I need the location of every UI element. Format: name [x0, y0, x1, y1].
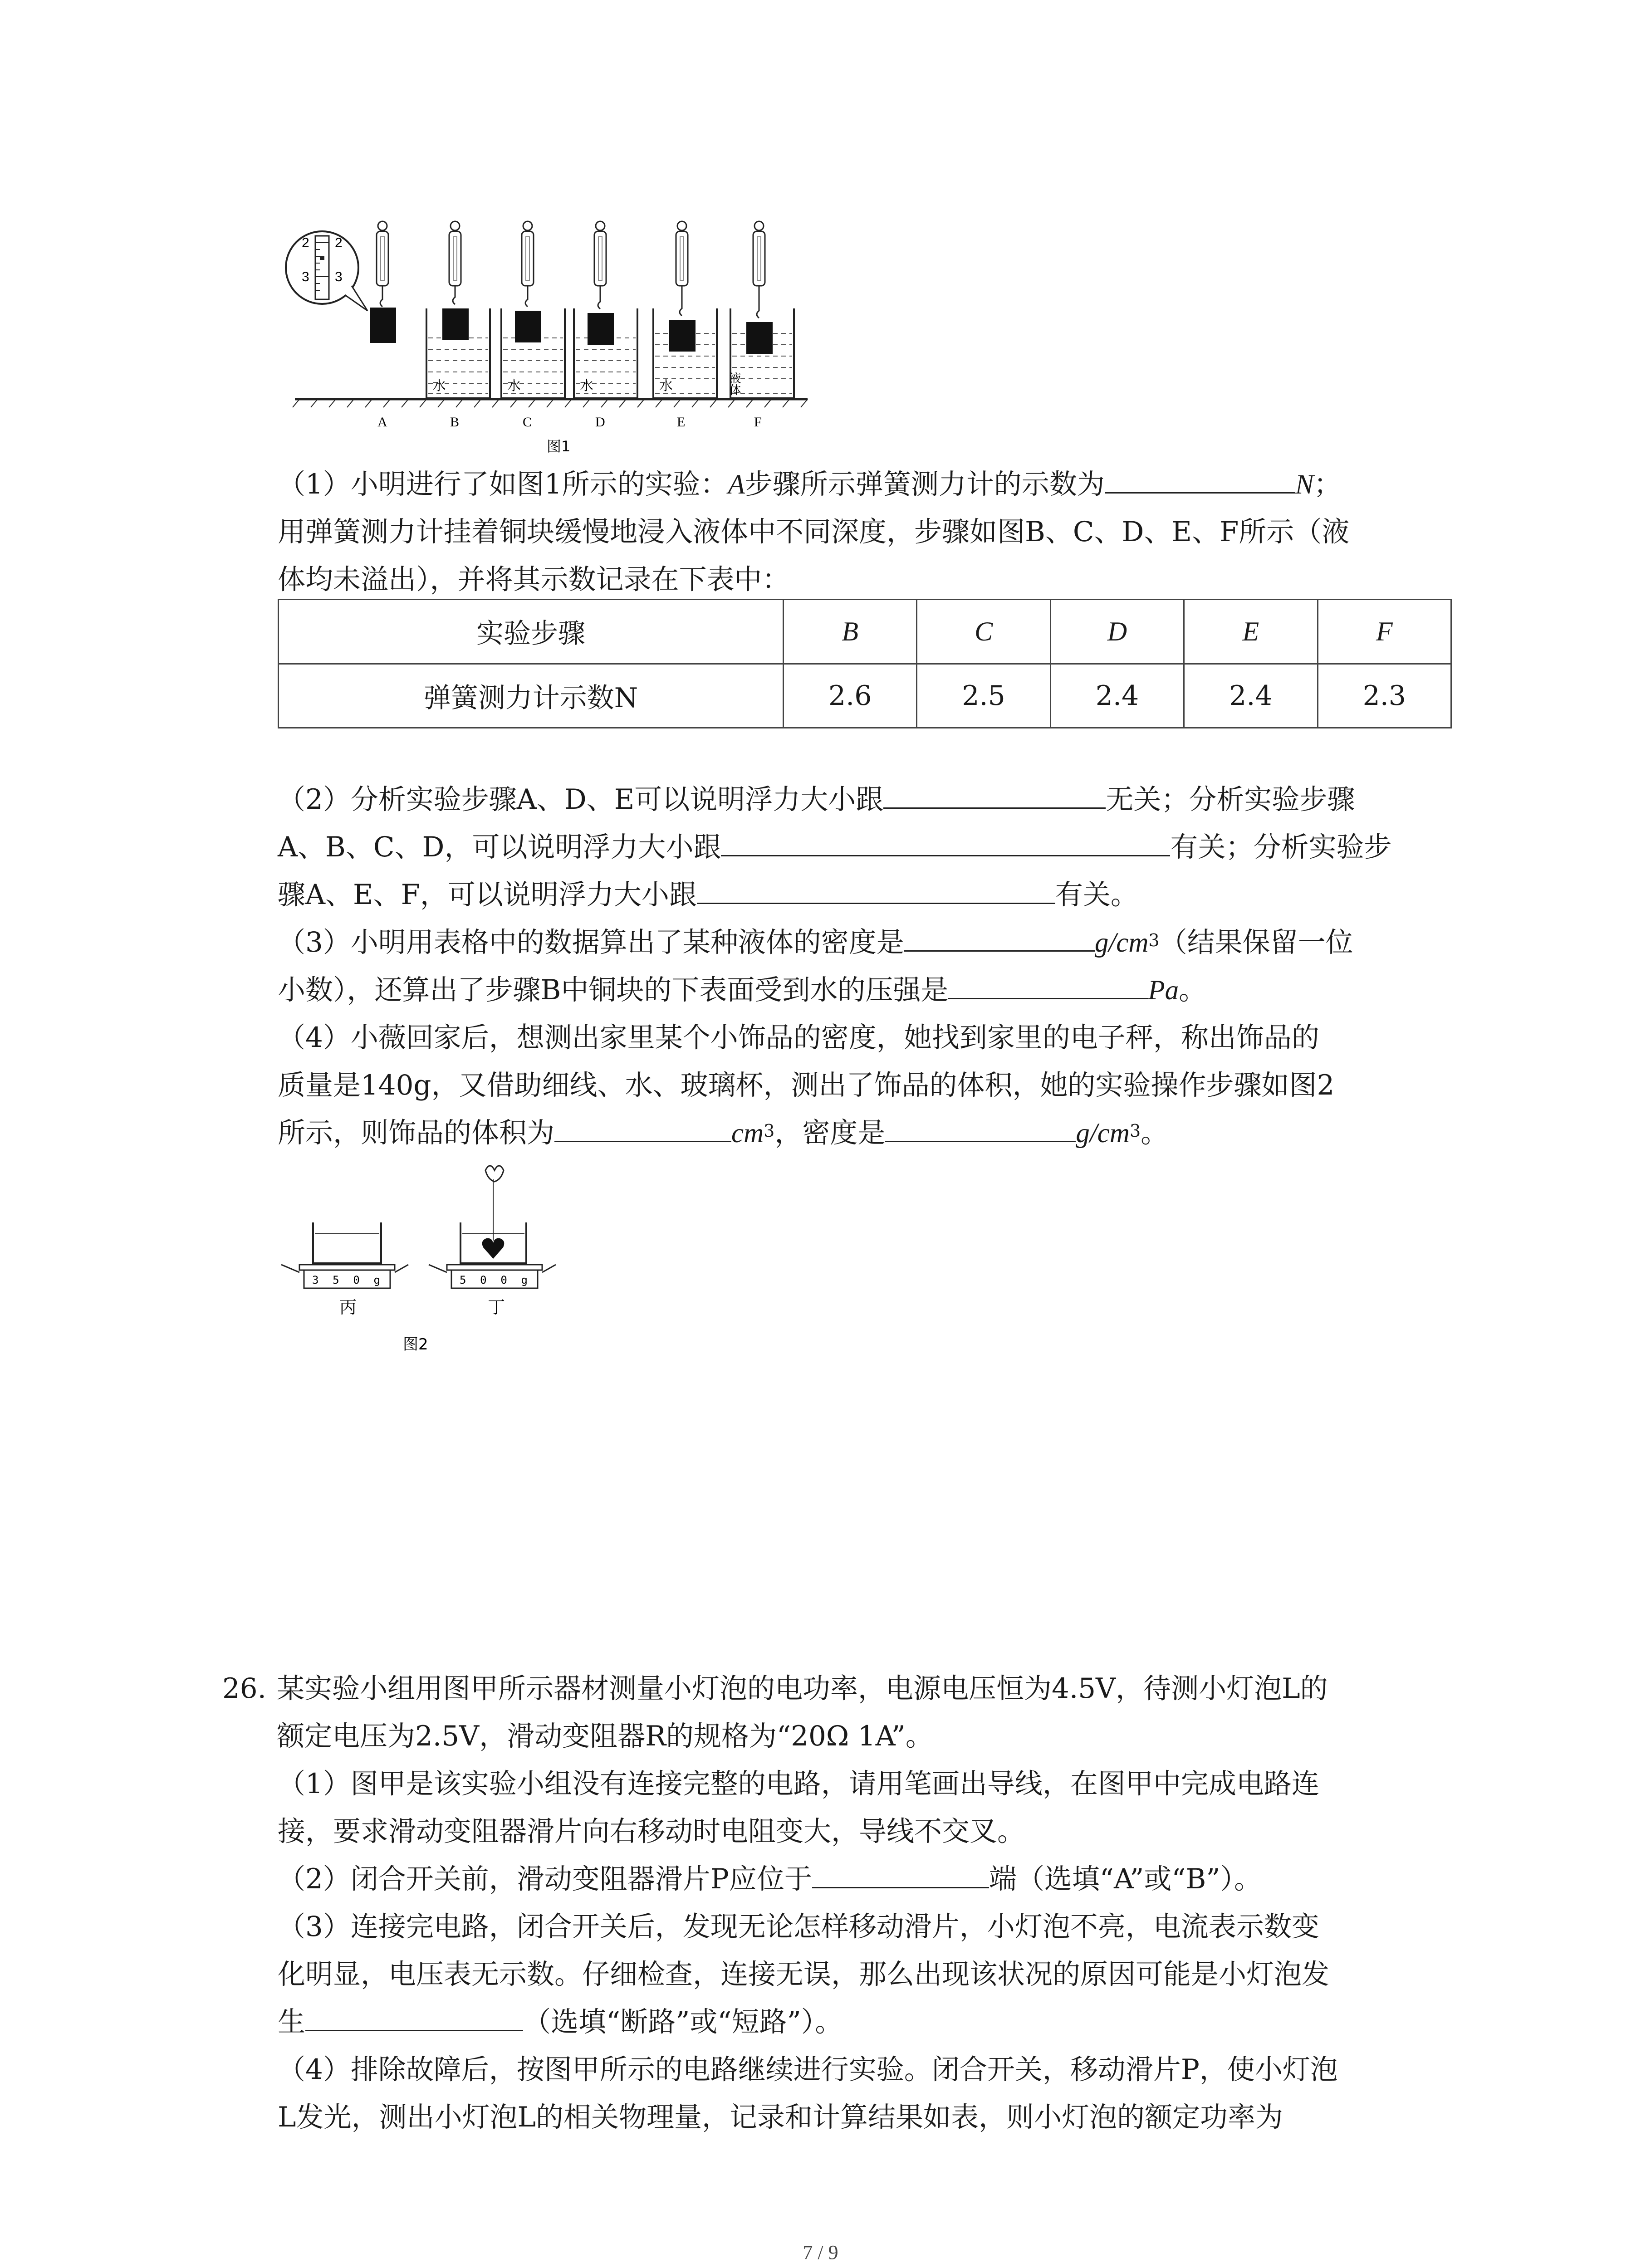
answer-blank-pressure[interactable]	[948, 973, 1148, 999]
q3-line-2: 小数），还算出了步骤B中铜块的下表面受到水的压强是 Pa。	[278, 966, 1453, 1014]
table-col-e: E	[1184, 600, 1318, 664]
figure-2-drawing	[272, 1161, 581, 1365]
answer-blank-a-reading[interactable]	[1105, 467, 1295, 494]
liquid-label-f: 液体	[727, 372, 741, 396]
step-label-d: D	[595, 415, 605, 430]
table-header-label: 实验步骤	[279, 600, 784, 664]
answer-blank-q2-1[interactable]	[883, 782, 1106, 809]
table-col-f: F	[1318, 600, 1451, 664]
question-3	[278, 919, 1453, 1014]
q26-line-2: 额定电压为2.5V，滑动变阻器R的规格为“20Ω 1A”。	[277, 1720, 933, 1752]
step-label-a: A	[377, 415, 387, 430]
table-col-b: B	[784, 600, 917, 664]
table-row-label: 弹簧测力计示数N	[279, 664, 784, 728]
q26-part1-line-2: 接，要求滑动变阻器滑片向右移动时电阻变大，导线不交叉。	[278, 1815, 1025, 1848]
answer-blank-density[interactable]	[904, 925, 1095, 952]
answer-blank-slider-end[interactable]	[812, 1862, 989, 1888]
scale-mark-left-2: 2	[302, 235, 309, 250]
q2-line-3: 骤A、E、F，可以说明浮力大小跟 有关。	[278, 871, 1453, 919]
step-label-f: F	[754, 415, 762, 430]
liquid-label-e: 水	[659, 378, 673, 394]
q4-line-2: 质量是140g，又借助细线、水、玻璃杯，测出了饰品的体积，她的实验操作步骤如图2	[278, 1069, 1335, 1101]
scale-mark-right-2: 2	[335, 235, 343, 250]
question-4	[278, 1014, 1453, 1157]
question-26	[222, 1665, 1456, 2141]
q4-line-1: （4）小薇回家后，想测出家里某个小饰品的密度，她找到家里的电子秤，称出饰品的	[278, 1022, 1319, 1054]
answer-blank-ornament-density[interactable]	[885, 1115, 1076, 1142]
table-row	[279, 600, 1451, 664]
q2-line-1: （2）分析实验步骤A、D、E可以说明浮力大小跟 无关；分析实验步骤	[278, 776, 1453, 823]
question-number: 26.	[222, 1672, 267, 1705]
liquid-label-c: 水	[507, 378, 521, 394]
question-2	[278, 776, 1453, 919]
scale-mark-right-3: 3	[335, 269, 343, 284]
q1-line-1: （1）小明进行了如图1所示的实验：A步骤所示弹簧测力计的示数为 N；	[278, 460, 1453, 508]
scale-reading-ding: 5 0 0 g	[460, 1274, 528, 1286]
table-cell: 2.4	[1184, 664, 1318, 728]
figure-1	[277, 218, 848, 472]
q26-part3-line-1: （3）连接完电路，闭合开关后，发现无论怎样移动滑片，小灯泡不亮，电流表示数变	[278, 1911, 1319, 1943]
step-label-e: E	[677, 415, 686, 430]
q2-line-2: A、B、C、D，可以说明浮力大小跟 有关；分析实验步	[278, 823, 1453, 871]
step-label-c: C	[523, 415, 532, 430]
table-col-c: C	[917, 600, 1050, 664]
table-cell: 2.6	[784, 664, 917, 728]
scale-mark-left-3: 3	[302, 269, 309, 284]
q26-part3-line-3: 生 （选填“断路”或“短路”）。	[222, 1998, 1456, 2046]
answer-blank-q2-3[interactable]	[697, 877, 1055, 904]
q26-line-1: 26. 某实验小组用图甲所示器材测量小灯泡的电功率，电源电压恒为4.5V，待测小灯泡L的	[222, 1665, 1456, 1712]
q1-line-3: 体均未溢出），并将其示数记录在下表中：	[278, 563, 790, 596]
q26-part4-line-1: （4）排除故障后，按图甲所示的电路继续进行实验。闭合开关，移动滑片P，使小灯泡	[278, 2053, 1338, 2086]
figure-2-caption: 图2	[403, 1335, 428, 1354]
liquid-label-d: 水	[580, 378, 593, 394]
q26-part2: （2）闭合开关前，滑动变阻器滑片P应位于 端（选填“A”或“B”）。	[222, 1855, 1456, 1903]
table-col-d: D	[1050, 600, 1184, 664]
question-1	[278, 460, 1453, 603]
table-cell: 2.5	[917, 664, 1050, 728]
table-cell: 2.4	[1050, 664, 1184, 728]
table-row	[279, 664, 1451, 728]
figure-1-drawing	[277, 218, 848, 472]
answer-blank-fault[interactable]	[305, 2004, 523, 2031]
q26-part3-line-2: 化明显，电压表无示数。仔细检查，连接无误，那么出现该状况的原因可能是小灯泡发	[278, 1958, 1330, 1990]
q1-line-2: 用弹簧测力计挂着铜块缓慢地浸入液体中不同深度，步骤如图B、C、D、E、F所示（液	[278, 516, 1350, 548]
q4-line-3: 所示，则饰品的体积为 $cm^3$，密度是 $g/cm^3$。	[278, 1109, 1453, 1157]
step-label-b: B	[450, 415, 460, 430]
q26-part1-line-1: （1）图甲是该实验小组没有连接完整的电路，请用笔画出导线，在图甲中完成电路连	[278, 1768, 1319, 1800]
answer-blank-q2-2[interactable]	[721, 830, 1170, 856]
answer-blank-volume[interactable]	[554, 1115, 731, 1142]
q3-line-1: （3）小明用表格中的数据算出了某种液体的密度是 $g/cm^3$（结果保留一位	[278, 919, 1453, 966]
figure-2-label-bing: 丙	[339, 1297, 357, 1317]
data-table	[278, 599, 1452, 728]
figure-2-label-ding: 丁	[488, 1297, 505, 1317]
q26-part4-line-2: L发光，测出小灯泡L的相关物理量，记录和计算结果如表，则小灯泡的额定功率为	[278, 2101, 1283, 2133]
table-cell: 2.3	[1318, 664, 1451, 728]
figure-2	[272, 1161, 581, 1365]
scale-reading-bing: 3 5 0 g	[312, 1274, 380, 1286]
figure-1-caption: 图1	[547, 438, 571, 455]
page-number: 7 / 9	[803, 2241, 838, 2263]
liquid-label-b: 水	[432, 378, 446, 394]
